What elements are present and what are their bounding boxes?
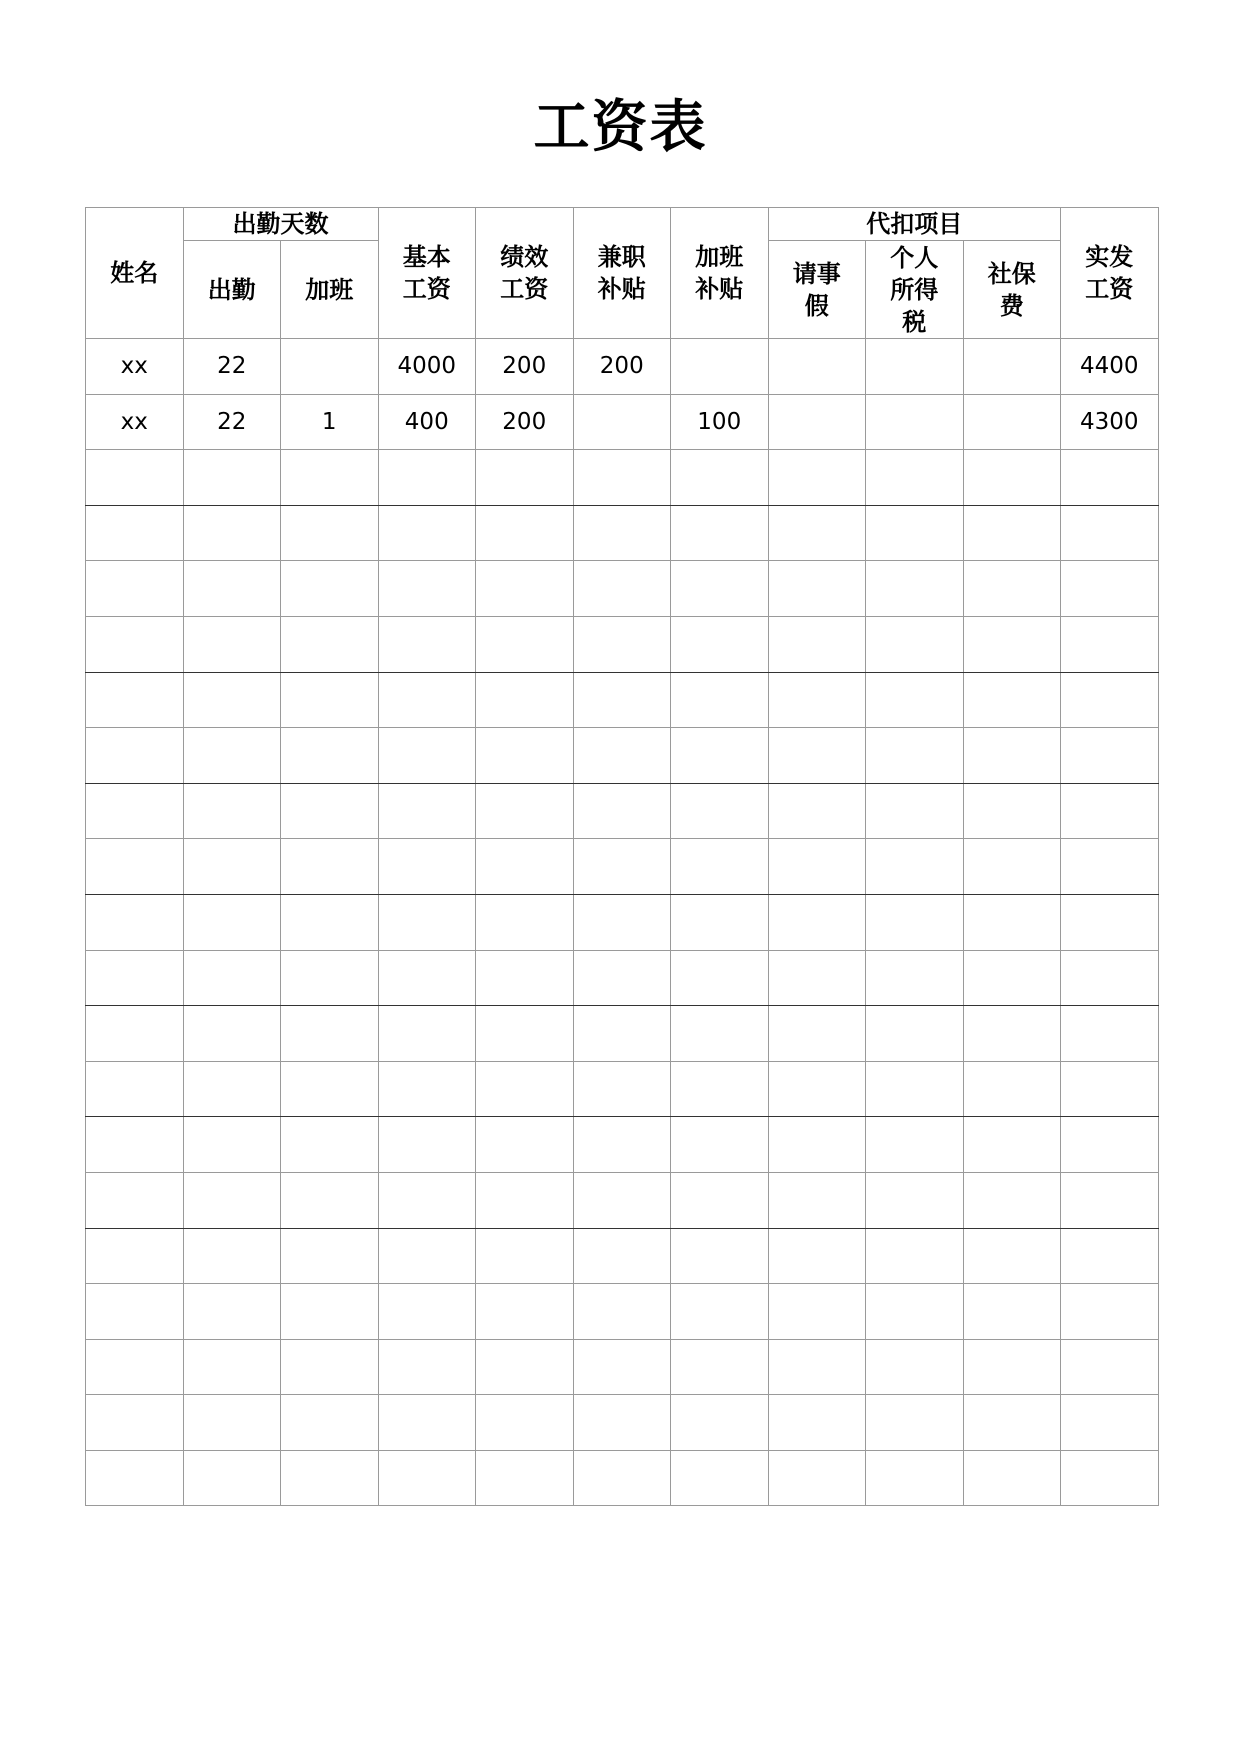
cell-base-salary[interactable]: 4000 <box>378 339 476 395</box>
cell-base-salary[interactable] <box>378 1339 476 1395</box>
table-row <box>86 1339 1159 1395</box>
cell-leave[interactable] <box>768 839 866 895</box>
cell-overtime[interactable] <box>281 1339 379 1395</box>
cell-overtime-allowance[interactable] <box>671 1172 769 1228</box>
cell-overtime-allowance[interactable] <box>671 1117 769 1173</box>
cell-performance-salary[interactable] <box>476 672 574 728</box>
cell-base-salary[interactable] <box>378 1117 476 1173</box>
cell-leave[interactable] <box>768 450 866 506</box>
table-row <box>86 450 1159 506</box>
salary-table <box>85 207 1159 1506</box>
cell-overtime-allowance[interactable] <box>671 339 769 395</box>
cell-social-security[interactable] <box>963 1228 1061 1284</box>
cell-attendance[interactable] <box>183 950 281 1006</box>
cell-base-salary[interactable] <box>378 1284 476 1340</box>
cell-social-security[interactable] <box>963 783 1061 839</box>
cell-attendance[interactable] <box>183 1339 281 1395</box>
cell-overtime-allowance[interactable] <box>671 672 769 728</box>
cell-attendance[interactable] <box>183 839 281 895</box>
cell-leave[interactable] <box>768 728 866 784</box>
header-deduction-group: 代扣项目 <box>768 208 1061 241</box>
cell-parttime-allowance[interactable] <box>573 1172 671 1228</box>
cell-income-tax[interactable] <box>866 839 964 895</box>
cell-income-tax[interactable] <box>866 561 964 617</box>
cell-overtime[interactable] <box>281 1117 379 1173</box>
table-row <box>86 394 1159 450</box>
cell-base-salary[interactable] <box>378 450 476 506</box>
cell-attendance[interactable] <box>183 1228 281 1284</box>
cell-net-salary[interactable] <box>1061 1339 1159 1395</box>
cell-name[interactable] <box>86 950 184 1006</box>
cell-performance-salary[interactable] <box>476 561 574 617</box>
cell-overtime[interactable] <box>281 1395 379 1451</box>
cell-income-tax[interactable] <box>866 1284 964 1340</box>
cell-overtime-allowance[interactable] <box>671 728 769 784</box>
header-overtime-allowance: 加班补贴 <box>671 208 769 339</box>
cell-income-tax[interactable] <box>866 1228 964 1284</box>
cell-overtime[interactable] <box>281 1284 379 1340</box>
cell-performance-salary[interactable] <box>476 839 574 895</box>
cell-social-security[interactable] <box>963 1061 1061 1117</box>
cell-overtime[interactable] <box>281 339 379 395</box>
cell-income-tax[interactable] <box>866 450 964 506</box>
cell-leave[interactable] <box>768 1450 866 1506</box>
cell-parttime-allowance[interactable] <box>573 1117 671 1173</box>
cell-name[interactable] <box>86 1228 184 1284</box>
cell-base-salary[interactable] <box>378 1450 476 1506</box>
cell-parttime-allowance[interactable] <box>573 672 671 728</box>
cell-income-tax[interactable] <box>866 1172 964 1228</box>
cell-income-tax[interactable] <box>866 672 964 728</box>
cell-name[interactable] <box>86 450 184 506</box>
cell-leave[interactable] <box>768 1061 866 1117</box>
header-name: 姓名 <box>86 208 184 339</box>
header-income-tax: 个人所得税 <box>866 241 964 339</box>
cell-name[interactable] <box>86 839 184 895</box>
cell-overtime[interactable] <box>281 950 379 1006</box>
cell-income-tax[interactable] <box>866 1339 964 1395</box>
cell-income-tax[interactable] <box>866 783 964 839</box>
header-net-salary: 实发工资 <box>1061 208 1159 339</box>
cell-attendance[interactable] <box>183 1395 281 1451</box>
cell-performance-salary[interactable] <box>476 1117 574 1173</box>
cell-attendance[interactable] <box>183 1450 281 1506</box>
cell-social-security[interactable] <box>963 1339 1061 1395</box>
cell-performance-salary[interactable] <box>476 505 574 561</box>
cell-parttime-allowance[interactable] <box>573 839 671 895</box>
table-row <box>86 1117 1159 1173</box>
cell-overtime-allowance[interactable]: 100 <box>671 394 769 450</box>
cell-leave[interactable] <box>768 561 866 617</box>
cell-income-tax[interactable] <box>866 1061 964 1117</box>
cell-performance-salary[interactable] <box>476 1172 574 1228</box>
cell-social-security[interactable] <box>963 839 1061 895</box>
cell-base-salary[interactable] <box>378 894 476 950</box>
cell-performance-salary[interactable] <box>476 1228 574 1284</box>
table-row <box>86 1450 1159 1506</box>
cell-attendance[interactable] <box>183 672 281 728</box>
header-attendance-group: 出勤天数 <box>183 208 378 241</box>
page-title: 工资表 <box>533 95 708 160</box>
cell-net-salary[interactable] <box>1061 1284 1159 1340</box>
cell-base-salary[interactable] <box>378 505 476 561</box>
cell-base-salary[interactable] <box>378 561 476 617</box>
cell-name[interactable] <box>86 1339 184 1395</box>
cell-attendance[interactable] <box>183 1117 281 1173</box>
table-row <box>86 1395 1159 1451</box>
cell-net-salary[interactable] <box>1061 1061 1159 1117</box>
cell-overtime-allowance[interactable] <box>671 1395 769 1451</box>
cell-leave[interactable] <box>768 339 866 395</box>
cell-leave[interactable] <box>768 1006 866 1062</box>
table-row <box>86 950 1159 1006</box>
table-row <box>86 783 1159 839</box>
table-row <box>86 672 1159 728</box>
cell-overtime[interactable] <box>281 561 379 617</box>
cell-name[interactable] <box>86 1284 184 1340</box>
cell-social-security[interactable] <box>963 450 1061 506</box>
table-row <box>86 1284 1159 1340</box>
cell-overtime-allowance[interactable] <box>671 1006 769 1062</box>
cell-net-salary[interactable] <box>1061 672 1159 728</box>
cell-leave[interactable] <box>768 1117 866 1173</box>
cell-overtime[interactable] <box>281 1450 379 1506</box>
cell-leave[interactable] <box>768 672 866 728</box>
cell-performance-salary[interactable] <box>476 450 574 506</box>
cell-attendance[interactable] <box>183 894 281 950</box>
empty-rows <box>86 450 1159 1506</box>
cell-net-salary[interactable] <box>1061 839 1159 895</box>
cell-parttime-allowance[interactable] <box>573 1061 671 1117</box>
cell-attendance[interactable] <box>183 1284 281 1340</box>
table-row <box>86 339 1159 395</box>
cell-performance-salary[interactable] <box>476 894 574 950</box>
cell-name[interactable] <box>86 561 184 617</box>
cell-parttime-allowance[interactable] <box>573 450 671 506</box>
cell-overtime[interactable] <box>281 616 379 672</box>
cell-overtime-allowance[interactable] <box>671 505 769 561</box>
cell-performance-salary[interactable] <box>476 950 574 1006</box>
cell-net-salary[interactable] <box>1061 1228 1159 1284</box>
cell-attendance[interactable] <box>183 1006 281 1062</box>
cell-income-tax[interactable] <box>866 616 964 672</box>
cell-attendance[interactable] <box>183 1061 281 1117</box>
cell-attendance[interactable]: 22 <box>183 394 281 450</box>
cell-parttime-allowance[interactable] <box>573 783 671 839</box>
cell-overtime[interactable] <box>281 672 379 728</box>
cell-name[interactable]: xx <box>86 339 184 395</box>
cell-overtime[interactable] <box>281 1061 379 1117</box>
cell-performance-salary[interactable] <box>476 1061 574 1117</box>
cell-parttime-allowance[interactable] <box>573 1395 671 1451</box>
header-overtime: 加班 <box>281 241 379 339</box>
cell-social-security[interactable] <box>963 1006 1061 1062</box>
cell-income-tax[interactable] <box>866 339 964 395</box>
cell-net-salary[interactable] <box>1061 1006 1159 1062</box>
cell-social-security[interactable] <box>963 1450 1061 1506</box>
cell-net-salary[interactable] <box>1061 450 1159 506</box>
cell-income-tax[interactable] <box>866 1395 964 1451</box>
table-row <box>86 1228 1159 1284</box>
cell-name[interactable] <box>86 1450 184 1506</box>
cell-performance-salary[interactable] <box>476 783 574 839</box>
cell-social-security[interactable] <box>963 561 1061 617</box>
cell-name[interactable] <box>86 894 184 950</box>
cell-parttime-allowance[interactable] <box>573 1284 671 1340</box>
cell-name[interactable] <box>86 728 184 784</box>
cell-net-salary[interactable] <box>1061 950 1159 1006</box>
header-attendance: 出勤 <box>183 241 281 339</box>
cell-name[interactable] <box>86 1006 184 1062</box>
cell-overtime[interactable] <box>281 1172 379 1228</box>
cell-net-salary[interactable]: 4300 <box>1061 394 1159 450</box>
cell-performance-salary[interactable] <box>476 728 574 784</box>
cell-base-salary[interactable] <box>378 616 476 672</box>
cell-income-tax[interactable] <box>866 894 964 950</box>
cell-overtime-allowance[interactable] <box>671 894 769 950</box>
cell-net-salary[interactable] <box>1061 728 1159 784</box>
cell-name[interactable] <box>86 1061 184 1117</box>
cell-performance-salary[interactable] <box>476 1006 574 1062</box>
cell-overtime-allowance[interactable] <box>671 1339 769 1395</box>
table-row <box>86 1061 1159 1117</box>
cell-attendance[interactable] <box>183 505 281 561</box>
cell-income-tax[interactable] <box>866 728 964 784</box>
cell-leave[interactable] <box>768 616 866 672</box>
cell-social-security[interactable] <box>963 394 1061 450</box>
cell-leave[interactable] <box>768 783 866 839</box>
cell-leave[interactable] <box>768 1339 866 1395</box>
cell-attendance[interactable] <box>183 783 281 839</box>
cell-overtime[interactable] <box>281 728 379 784</box>
cell-social-security[interactable] <box>963 1117 1061 1173</box>
cell-social-security[interactable] <box>963 1395 1061 1451</box>
cell-parttime-allowance[interactable] <box>573 950 671 1006</box>
cell-base-salary[interactable] <box>378 1395 476 1451</box>
cell-overtime-allowance[interactable] <box>671 1228 769 1284</box>
cell-net-salary[interactable] <box>1061 894 1159 950</box>
cell-parttime-allowance[interactable] <box>573 894 671 950</box>
cell-leave[interactable] <box>768 950 866 1006</box>
cell-income-tax[interactable] <box>866 505 964 561</box>
cell-leave[interactable] <box>768 1228 866 1284</box>
cell-overtime-allowance[interactable] <box>671 1450 769 1506</box>
cell-social-security[interactable] <box>963 1284 1061 1340</box>
header-leave: 请事假 <box>768 241 866 339</box>
cell-name[interactable] <box>86 1395 184 1451</box>
header-base-salary: 基本工资 <box>378 208 476 339</box>
table-row <box>86 894 1159 950</box>
cell-overtime[interactable] <box>281 505 379 561</box>
cell-parttime-allowance[interactable] <box>573 1228 671 1284</box>
cell-name[interactable]: xx <box>86 394 184 450</box>
cell-net-salary[interactable]: 4400 <box>1061 339 1159 395</box>
table-row <box>86 728 1159 784</box>
cell-leave[interactable] <box>768 394 866 450</box>
cell-parttime-allowance[interactable] <box>573 1339 671 1395</box>
cell-income-tax[interactable] <box>866 1450 964 1506</box>
cell-overtime[interactable] <box>281 894 379 950</box>
cell-performance-salary[interactable]: 200 <box>476 339 574 395</box>
cell-parttime-allowance[interactable] <box>573 728 671 784</box>
cell-overtime[interactable]: 1 <box>281 394 379 450</box>
cell-base-salary[interactable] <box>378 1228 476 1284</box>
cell-parttime-allowance[interactable]: 200 <box>573 339 671 395</box>
cell-name[interactable] <box>86 616 184 672</box>
cell-base-salary[interactable] <box>378 728 476 784</box>
cell-overtime-allowance[interactable] <box>671 561 769 617</box>
cell-name[interactable] <box>86 783 184 839</box>
header-social-security: 社保费 <box>963 241 1061 339</box>
cell-overtime-allowance[interactable] <box>671 450 769 506</box>
cell-social-security[interactable] <box>963 728 1061 784</box>
cell-attendance[interactable]: 22 <box>183 339 281 395</box>
cell-performance-salary[interactable] <box>476 1284 574 1340</box>
cell-social-security[interactable] <box>963 1172 1061 1228</box>
cell-social-security[interactable] <box>963 894 1061 950</box>
cell-base-salary[interactable] <box>378 783 476 839</box>
cell-net-salary[interactable] <box>1061 616 1159 672</box>
cell-leave[interactable] <box>768 1284 866 1340</box>
cell-performance-salary[interactable]: 200 <box>476 394 574 450</box>
cell-income-tax[interactable] <box>866 1006 964 1062</box>
cell-attendance[interactable] <box>183 450 281 506</box>
table-row <box>86 561 1159 617</box>
cell-social-security[interactable] <box>963 950 1061 1006</box>
cell-income-tax[interactable] <box>866 1117 964 1173</box>
cell-overtime-allowance[interactable] <box>671 616 769 672</box>
cell-base-salary[interactable] <box>378 839 476 895</box>
cell-overtime[interactable] <box>281 450 379 506</box>
cell-attendance[interactable] <box>183 561 281 617</box>
cell-overtime-allowance[interactable] <box>671 783 769 839</box>
cell-net-salary[interactable] <box>1061 1395 1159 1451</box>
cell-name[interactable] <box>86 672 184 728</box>
cell-social-security[interactable] <box>963 672 1061 728</box>
cell-overtime-allowance[interactable] <box>671 1284 769 1340</box>
cell-base-salary[interactable] <box>378 1006 476 1062</box>
cell-base-salary[interactable] <box>378 1172 476 1228</box>
cell-parttime-allowance[interactable] <box>573 1006 671 1062</box>
table-row <box>86 1172 1159 1228</box>
cell-performance-salary[interactable] <box>476 1339 574 1395</box>
cell-attendance[interactable] <box>183 728 281 784</box>
cell-performance-salary[interactable] <box>476 1450 574 1506</box>
cell-parttime-allowance[interactable] <box>573 561 671 617</box>
cell-social-security[interactable] <box>963 339 1061 395</box>
cell-net-salary[interactable] <box>1061 1172 1159 1228</box>
cell-net-salary[interactable] <box>1061 783 1159 839</box>
cell-social-security[interactable] <box>963 616 1061 672</box>
cell-income-tax[interactable] <box>866 950 964 1006</box>
cell-leave[interactable] <box>768 1395 866 1451</box>
cell-base-salary[interactable] <box>378 1061 476 1117</box>
cell-performance-salary[interactable] <box>476 1395 574 1451</box>
cell-base-salary[interactable] <box>378 672 476 728</box>
cell-overtime[interactable] <box>281 1006 379 1062</box>
cell-leave[interactable] <box>768 1172 866 1228</box>
cell-leave[interactable] <box>768 505 866 561</box>
cell-name[interactable] <box>86 505 184 561</box>
cell-leave[interactable] <box>768 894 866 950</box>
cell-net-salary[interactable] <box>1061 505 1159 561</box>
cell-overtime[interactable] <box>281 1228 379 1284</box>
cell-name[interactable] <box>86 1172 184 1228</box>
cell-overtime[interactable] <box>281 839 379 895</box>
cell-base-salary[interactable]: 400 <box>378 394 476 450</box>
cell-overtime[interactable] <box>281 783 379 839</box>
header-parttime-allowance: 兼职补贴 <box>573 208 671 339</box>
cell-parttime-allowance[interactable] <box>573 505 671 561</box>
cell-overtime-allowance[interactable] <box>671 839 769 895</box>
cell-base-salary[interactable] <box>378 950 476 1006</box>
cell-performance-salary[interactable] <box>476 616 574 672</box>
cell-social-security[interactable] <box>963 505 1061 561</box>
cell-parttime-allowance[interactable] <box>573 1450 671 1506</box>
cell-name[interactable] <box>86 1117 184 1173</box>
cell-net-salary[interactable] <box>1061 561 1159 617</box>
cell-income-tax[interactable] <box>866 394 964 450</box>
cell-attendance[interactable] <box>183 616 281 672</box>
cell-net-salary[interactable] <box>1061 1450 1159 1506</box>
table-row <box>86 616 1159 672</box>
cell-overtime-allowance[interactable] <box>671 950 769 1006</box>
cell-attendance[interactable] <box>183 1172 281 1228</box>
cell-overtime-allowance[interactable] <box>671 1061 769 1117</box>
cell-parttime-allowance[interactable] <box>573 616 671 672</box>
cell-parttime-allowance[interactable] <box>573 394 671 450</box>
table-row <box>86 839 1159 895</box>
table-row <box>86 1006 1159 1062</box>
cell-net-salary[interactable] <box>1061 1117 1159 1173</box>
table-row <box>86 505 1159 561</box>
header-performance-salary: 绩效工资 <box>476 208 574 339</box>
